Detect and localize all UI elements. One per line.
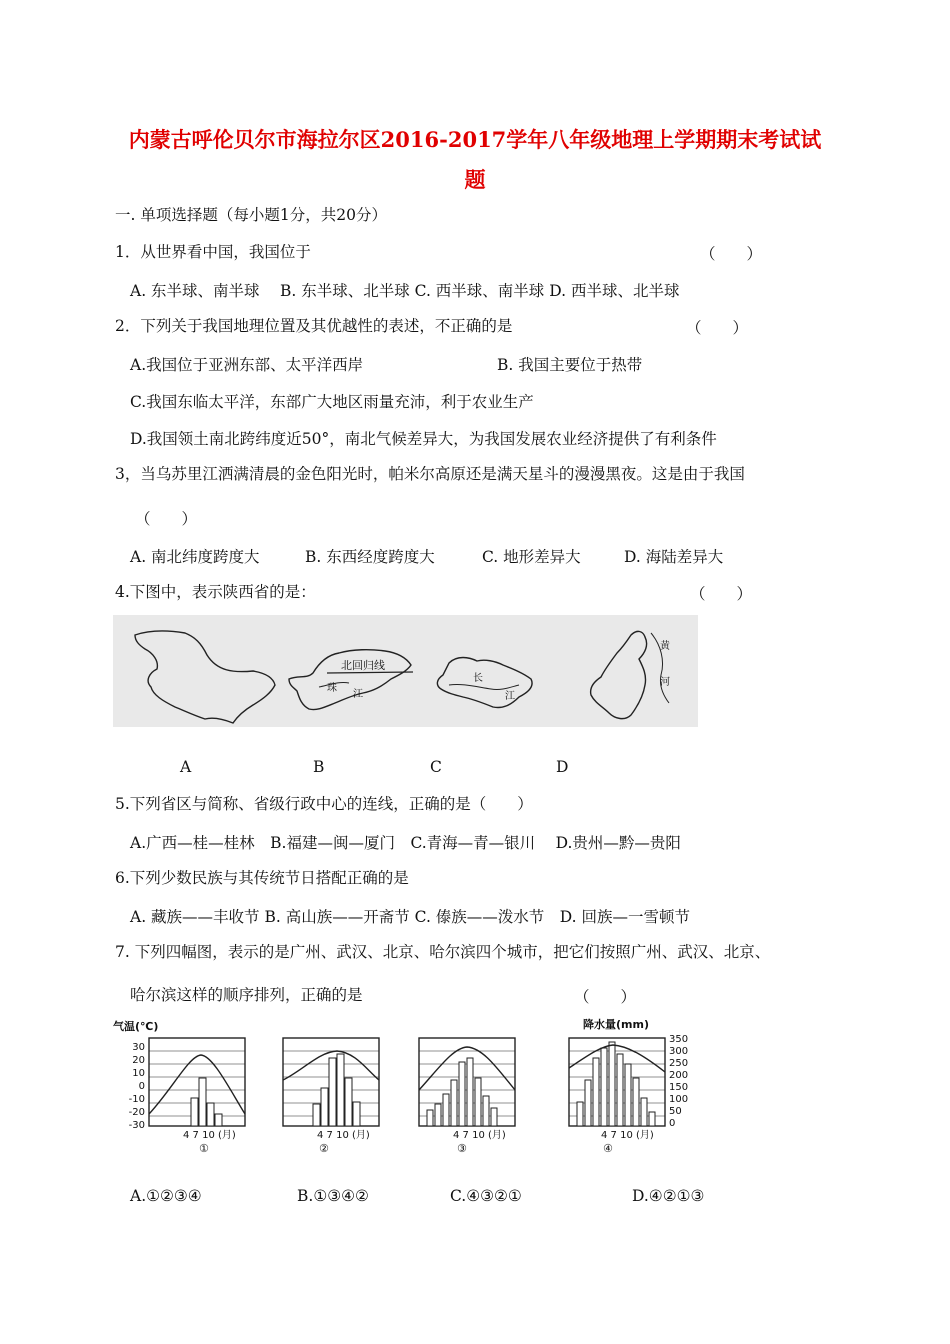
chang-label: 长	[473, 673, 483, 684]
section-heading: 一. 单项选择题（每小题1分，共20分）	[115, 206, 387, 224]
svg-text:-10: -10	[128, 1094, 145, 1105]
province-outline-maps	[113, 615, 698, 727]
svg-text:350: 350	[669, 1034, 689, 1045]
map-d-outline	[591, 631, 647, 718]
svg-text:30: 30	[132, 1042, 145, 1053]
q3-option-d: D. 海陆差异大	[624, 548, 724, 566]
svg-text:0: 0	[669, 1118, 676, 1129]
q4-map-letter-a: A	[180, 758, 192, 776]
q2-option-d: D.我国领土南北跨纬度近50°，南北气候差异大，为我国发展农业经济提供了有利条件	[130, 430, 717, 448]
q7-stem: 7. 下列四幅图，表示的是广州、武汉、北京、哈尔滨四个城市，把它们按照广州、武汉、北京、	[115, 943, 771, 961]
he-label: 河	[660, 677, 670, 688]
climate-charts-figure	[113, 1018, 713, 1158]
svg-text:10: 10	[132, 1068, 145, 1079]
svg-text:④: ④	[603, 1142, 613, 1155]
yangtze-line	[449, 684, 519, 689]
svg-text:4 7 10 (月): 4 7 10 (月)	[317, 1130, 370, 1141]
climate-chart-3	[419, 1038, 515, 1155]
q4-answer-paren: （ ）	[690, 585, 753, 603]
q6-options: A. 藏族——丰收节 B. 高山族——开斋节 C. 傣族——泼水节 D. 回族—一雪顿节	[130, 908, 691, 926]
precip-axis-label: 降水量(mm)	[583, 1018, 649, 1031]
q3-option-c: C. 地形差异大	[482, 548, 581, 566]
q3-answer-paren: （ ）	[135, 510, 198, 528]
q7-option-d: D.④②①③	[632, 1187, 705, 1205]
svg-text:4 7 10 (月): 4 7 10 (月)	[453, 1130, 506, 1141]
q3-stem: 3，当乌苏里江洒满清晨的金色阳光时，帕米尔高原还是满天星斗的漫漫黑夜。这是由于我国	[115, 465, 745, 483]
map-a-outline	[135, 631, 275, 723]
map-c-outline	[437, 658, 532, 708]
q4-map-letter-d: D	[556, 758, 569, 776]
svg-text:50: 50	[669, 1106, 682, 1117]
page-title-line2: 题	[464, 167, 486, 192]
q5-stem: 5.下列省区与简称、省级行政中心的连线，正确的是（ ）	[115, 795, 533, 813]
page-title-line1: 内蒙古呼伦贝尔市海拉尔区2016-2017学年八年级地理上学期期末考试试	[128, 127, 822, 152]
svg-text:200: 200	[669, 1070, 689, 1081]
q7-answer-paren: （ ）	[574, 988, 637, 1006]
zhu-label: 珠	[327, 683, 337, 694]
climate-chart-1	[149, 1038, 245, 1155]
svg-text:-20: -20	[128, 1107, 145, 1118]
svg-text:①: ①	[199, 1142, 209, 1155]
q2-stem: 2．下列关于我国地理位置及其优越性的表述，不正确的是	[115, 317, 513, 335]
huang-label: 黄	[660, 641, 670, 652]
q6-stem: 6.下列少数民族与其传统节日搭配正确的是	[115, 869, 409, 887]
q7-option-c: C.④③②①	[450, 1187, 522, 1205]
jiang-c-label: 江	[505, 691, 515, 702]
svg-text:100: 100	[669, 1094, 689, 1105]
q7-stem-line2: 哈尔滨这样的顺序排列，正确的是	[130, 986, 363, 1004]
svg-text:4 7 10 (月): 4 7 10 (月)	[601, 1130, 654, 1141]
svg-text:20: 20	[132, 1055, 145, 1066]
q1-stem: 1．从世界看中国，我国位于	[115, 243, 311, 261]
q3-option-a: A. 南北纬度跨度大	[130, 548, 260, 566]
q2-option-a: A.我国位于亚洲东部、太平洋西岸	[130, 356, 364, 374]
q2-option-b: B. 我国主要位于热带	[497, 356, 643, 374]
temp-axis-label: 气温(℃)	[113, 1020, 159, 1033]
province-maps-figure	[113, 615, 698, 727]
svg-text:4 7 10 (月): 4 7 10 (月)	[183, 1130, 236, 1141]
svg-text:300: 300	[669, 1046, 689, 1057]
tropic-line	[327, 672, 413, 673]
q7-option-b: B.①③④②	[297, 1187, 369, 1205]
q3-option-b: B. 东西经度跨度大	[305, 548, 435, 566]
q4-map-letter-b: B	[313, 758, 325, 776]
svg-text:0: 0	[138, 1081, 145, 1092]
q4-map-letter-c: C	[430, 758, 442, 776]
temp-tick-labels	[129, 1042, 145, 1131]
q1-options: A. 东半球、南半球 B. 东半球、北半球 C. 西半球、南半球 D. 西半球、北半球	[130, 282, 680, 300]
q7-option-a: A.①②③④	[130, 1187, 202, 1205]
q4-stem: 4.下图中，表示陕西省的是：	[115, 583, 316, 601]
climate-chart-2	[283, 1038, 379, 1155]
tropic-label: 北回归线	[341, 659, 385, 672]
q1-answer-paren: （ ）	[700, 245, 763, 263]
svg-text:②: ②	[319, 1142, 329, 1155]
svg-text:250: 250	[669, 1058, 689, 1069]
svg-text:-30: -30	[128, 1120, 145, 1131]
q2-answer-paren: （ ）	[686, 319, 749, 337]
q2-option-c: C.我国东临太平洋，东部广大地区雨量充沛，利于农业生产	[130, 393, 534, 411]
svg-text:③: ③	[457, 1142, 467, 1155]
jiang-b-label: 江	[353, 689, 363, 700]
climate-chart-4	[569, 1034, 688, 1155]
q5-options: A.广西—桂—桂林 B.福建—闽—厦门 C.青海—青—银川 D.贵州—黔—贵阳	[130, 834, 681, 852]
svg-text:150: 150	[669, 1082, 689, 1093]
